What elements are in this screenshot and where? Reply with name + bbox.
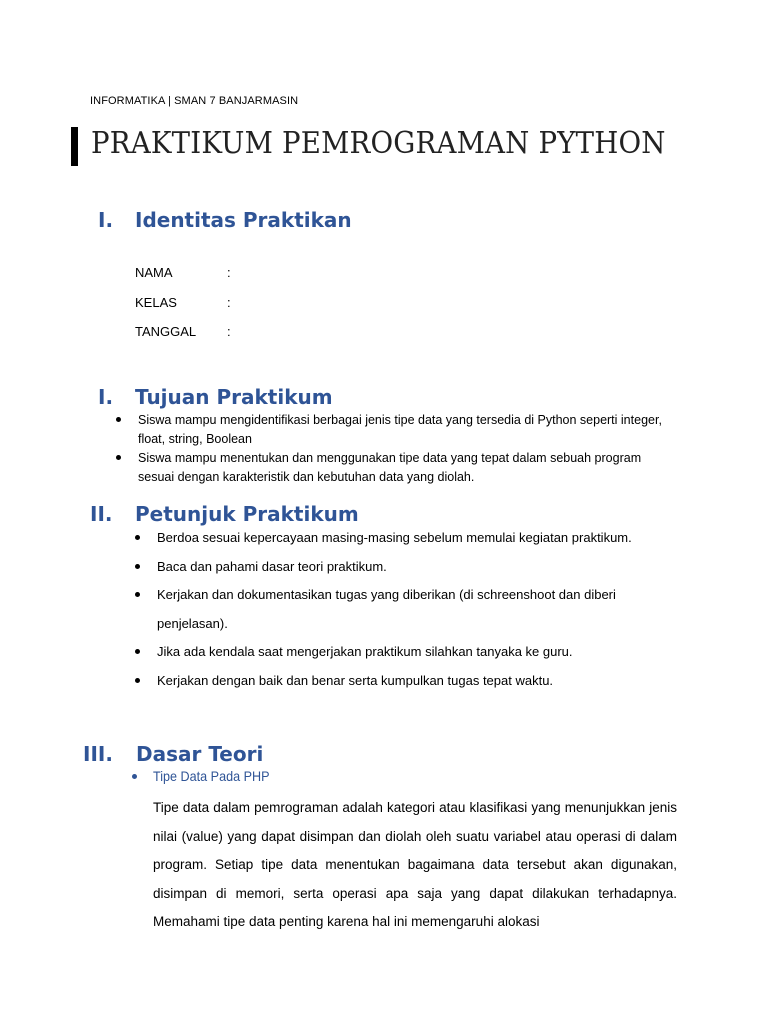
petunjuk-list <box>157 524 677 695</box>
bullet-icon <box>135 678 140 683</box>
field-label: NAMA <box>135 265 173 280</box>
list-item <box>157 581 677 638</box>
list-item-text: Berdoa sesuai kepercayaan masing-masing sebelum memulai kegiatan praktikum. <box>157 530 632 545</box>
bullet-icon <box>116 455 121 460</box>
section-title: Identitas Praktikan <box>135 208 352 232</box>
field-colon: : <box>227 265 231 280</box>
section-title: Petunjuk Praktikum <box>135 502 359 526</box>
bullet-icon <box>135 592 140 597</box>
bullet-icon <box>135 535 140 540</box>
section-number: I. <box>98 208 114 232</box>
field-colon: : <box>227 295 231 310</box>
list-item <box>138 449 678 487</box>
section-title: Dasar Teori <box>136 742 264 766</box>
bullet-icon <box>135 564 140 569</box>
list-item-text: Kerjakan dengan baik dan benar serta kumpulkan tugas tepat waktu. <box>157 672 554 688</box>
section-number: II. <box>90 502 113 526</box>
document-header: INFORMATIKA | SMAN 7 BANJARMASIN <box>90 95 299 107</box>
list-item <box>157 553 677 582</box>
identity-field-nama <box>135 265 231 280</box>
dasar-teori-paragraph: Tipe data dalam pemrograman adalah kategori atau klasifikasi yang menunjukkan jenis nilai (value) yang dapat disimpan dan diolah oleh suatu variabel atau operasi di dalam program. Setiap tipe data menentukan bagaimana data tersebut akan digunakan, disimpan di memori, serta operasi apa saja yang dapat dilakukan terhadapnya. Memahami tipe data penting karena hal ini memengaruhi alokasi <box>153 800 677 929</box>
bullet-icon <box>135 649 140 654</box>
section-number: III. <box>83 742 113 766</box>
subheading-tipe-data: Tipe Data Pada PHP <box>153 768 270 784</box>
bullet-icon <box>116 417 121 422</box>
title-accent-bar <box>71 127 78 166</box>
section-title: Tujuan Praktikum <box>135 385 333 409</box>
tujuan-list <box>138 411 678 487</box>
page-title: PRAKTIKUM PEMROGRAMAN PYTHON <box>91 126 666 161</box>
field-colon: : <box>227 324 231 339</box>
identity-field-tanggal <box>135 324 231 339</box>
field-label: TANGGAL <box>135 324 197 339</box>
list-item <box>157 667 677 696</box>
list-item <box>157 638 677 667</box>
list-item-text: Siswa mampu menentukan dan menggunakan tipe data yang tepat dalam sebuah program sesuai dengan karakteristik dan kebutuhan data yang diolah. <box>138 451 642 484</box>
list-item-text: Jika ada kendala saat mengerjakan praktikum silahkan tanyaka ke guru. <box>157 644 573 659</box>
list-item-text: Kerjakan dan dokumentasikan tugas yang diberikan (di schreenshoot dan diberi penjelasan). <box>157 587 616 631</box>
section-number: I. <box>98 385 114 409</box>
bullet-icon <box>132 774 137 779</box>
list-item <box>157 524 677 553</box>
list-item <box>138 411 678 449</box>
list-item-text: Siswa mampu mengidentifikasi berbagai jenis tipe data yang tersedia di Python seperti integer, float, string, Boolean <box>138 413 662 446</box>
field-label: KELAS <box>135 295 177 310</box>
list-item-text: Baca dan pahami dasar teori praktikum. <box>157 558 387 574</box>
identity-field-kelas <box>135 295 231 310</box>
